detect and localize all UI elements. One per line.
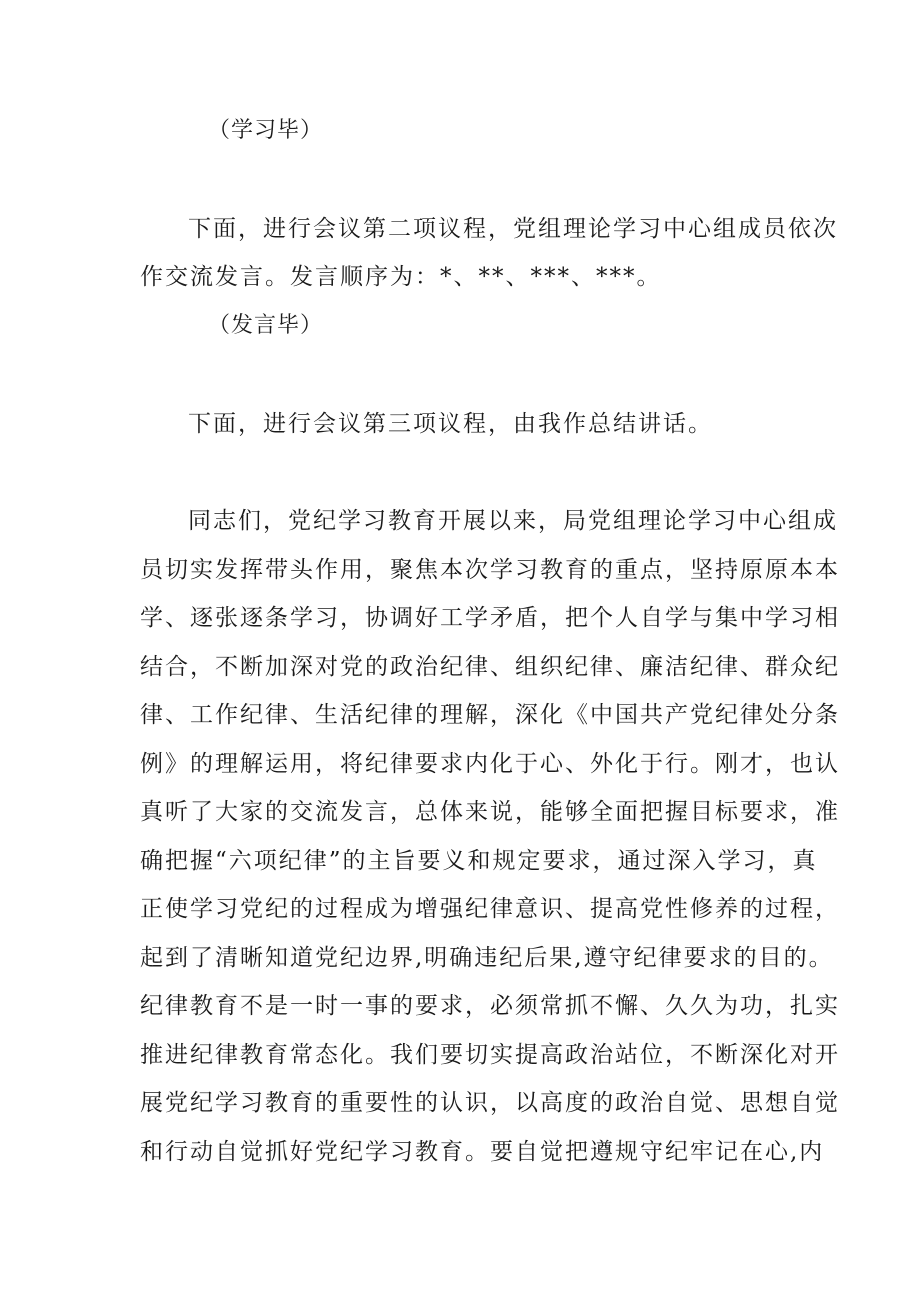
- paragraph-line: 起到了清晰知道党纪边界,明确违纪后果,遵守纪律要求的目的。: [140, 945, 834, 971]
- paragraph-line: 律、工作纪律、生活纪律的理解，深化《中国共产党纪律处分条: [140, 702, 840, 728]
- paragraph-line: 下面，进行会议第二项议程，党组理论学习中心组成员依次: [188, 216, 838, 242]
- paragraph-line: 作交流发言。发言顺序为：*、**、***、***。: [140, 264, 662, 290]
- paragraph-line: 展党纪学习教育的重要性的认识，以高度的政治自觉、思想自觉: [140, 1090, 840, 1116]
- paragraph-line: 和行动自觉抓好党纪学习教育。要自觉把遵规守纪牢记在心,内: [140, 1139, 825, 1165]
- paragraph-line: 同志们，党纪学习教育开展以来，局党组理论学习中心组成: [188, 508, 838, 534]
- paragraph-line: 推进纪律教育常态化。我们要切实提高政治站位，不断深化对开: [140, 1042, 840, 1068]
- study-done-note: （学习毕）: [208, 118, 324, 143]
- paragraph-line: 真听了大家的交流发言，总体来说，能够全面把握目标要求，准: [140, 799, 840, 825]
- paragraph-line: 下面，进行会议第三项议程，由我作总结讲话。: [188, 411, 713, 437]
- paragraph-line: 员切实发挥带头作用，聚焦本次学习教育的重点，坚持原原本本: [140, 557, 840, 583]
- paragraph-line: 例》的理解运用，将纪律要求内化于心、外化于行。刚才，也认: [140, 751, 840, 777]
- paragraph-line: 结合，不断加深对党的政治纪律、组织纪律、廉洁纪律、群众纪: [140, 654, 840, 680]
- paragraph-line: 学、逐张逐条学习，协调好工学矛盾，把个人自学与集中学习相: [140, 605, 840, 631]
- paragraph-line: 正使学习党纪的过程成为增强纪律意识、提高党性修养的过程，: [140, 896, 840, 922]
- paragraph-line: 确把握“六项纪律”的主旨要义和规定要求，通过深入学习，真: [140, 848, 818, 874]
- paragraph-line: 纪律教育不是一时一事的要求，必须常抓不懈、久久为功，扎实: [140, 993, 840, 1019]
- speech-done-note: （发言毕）: [208, 313, 324, 338]
